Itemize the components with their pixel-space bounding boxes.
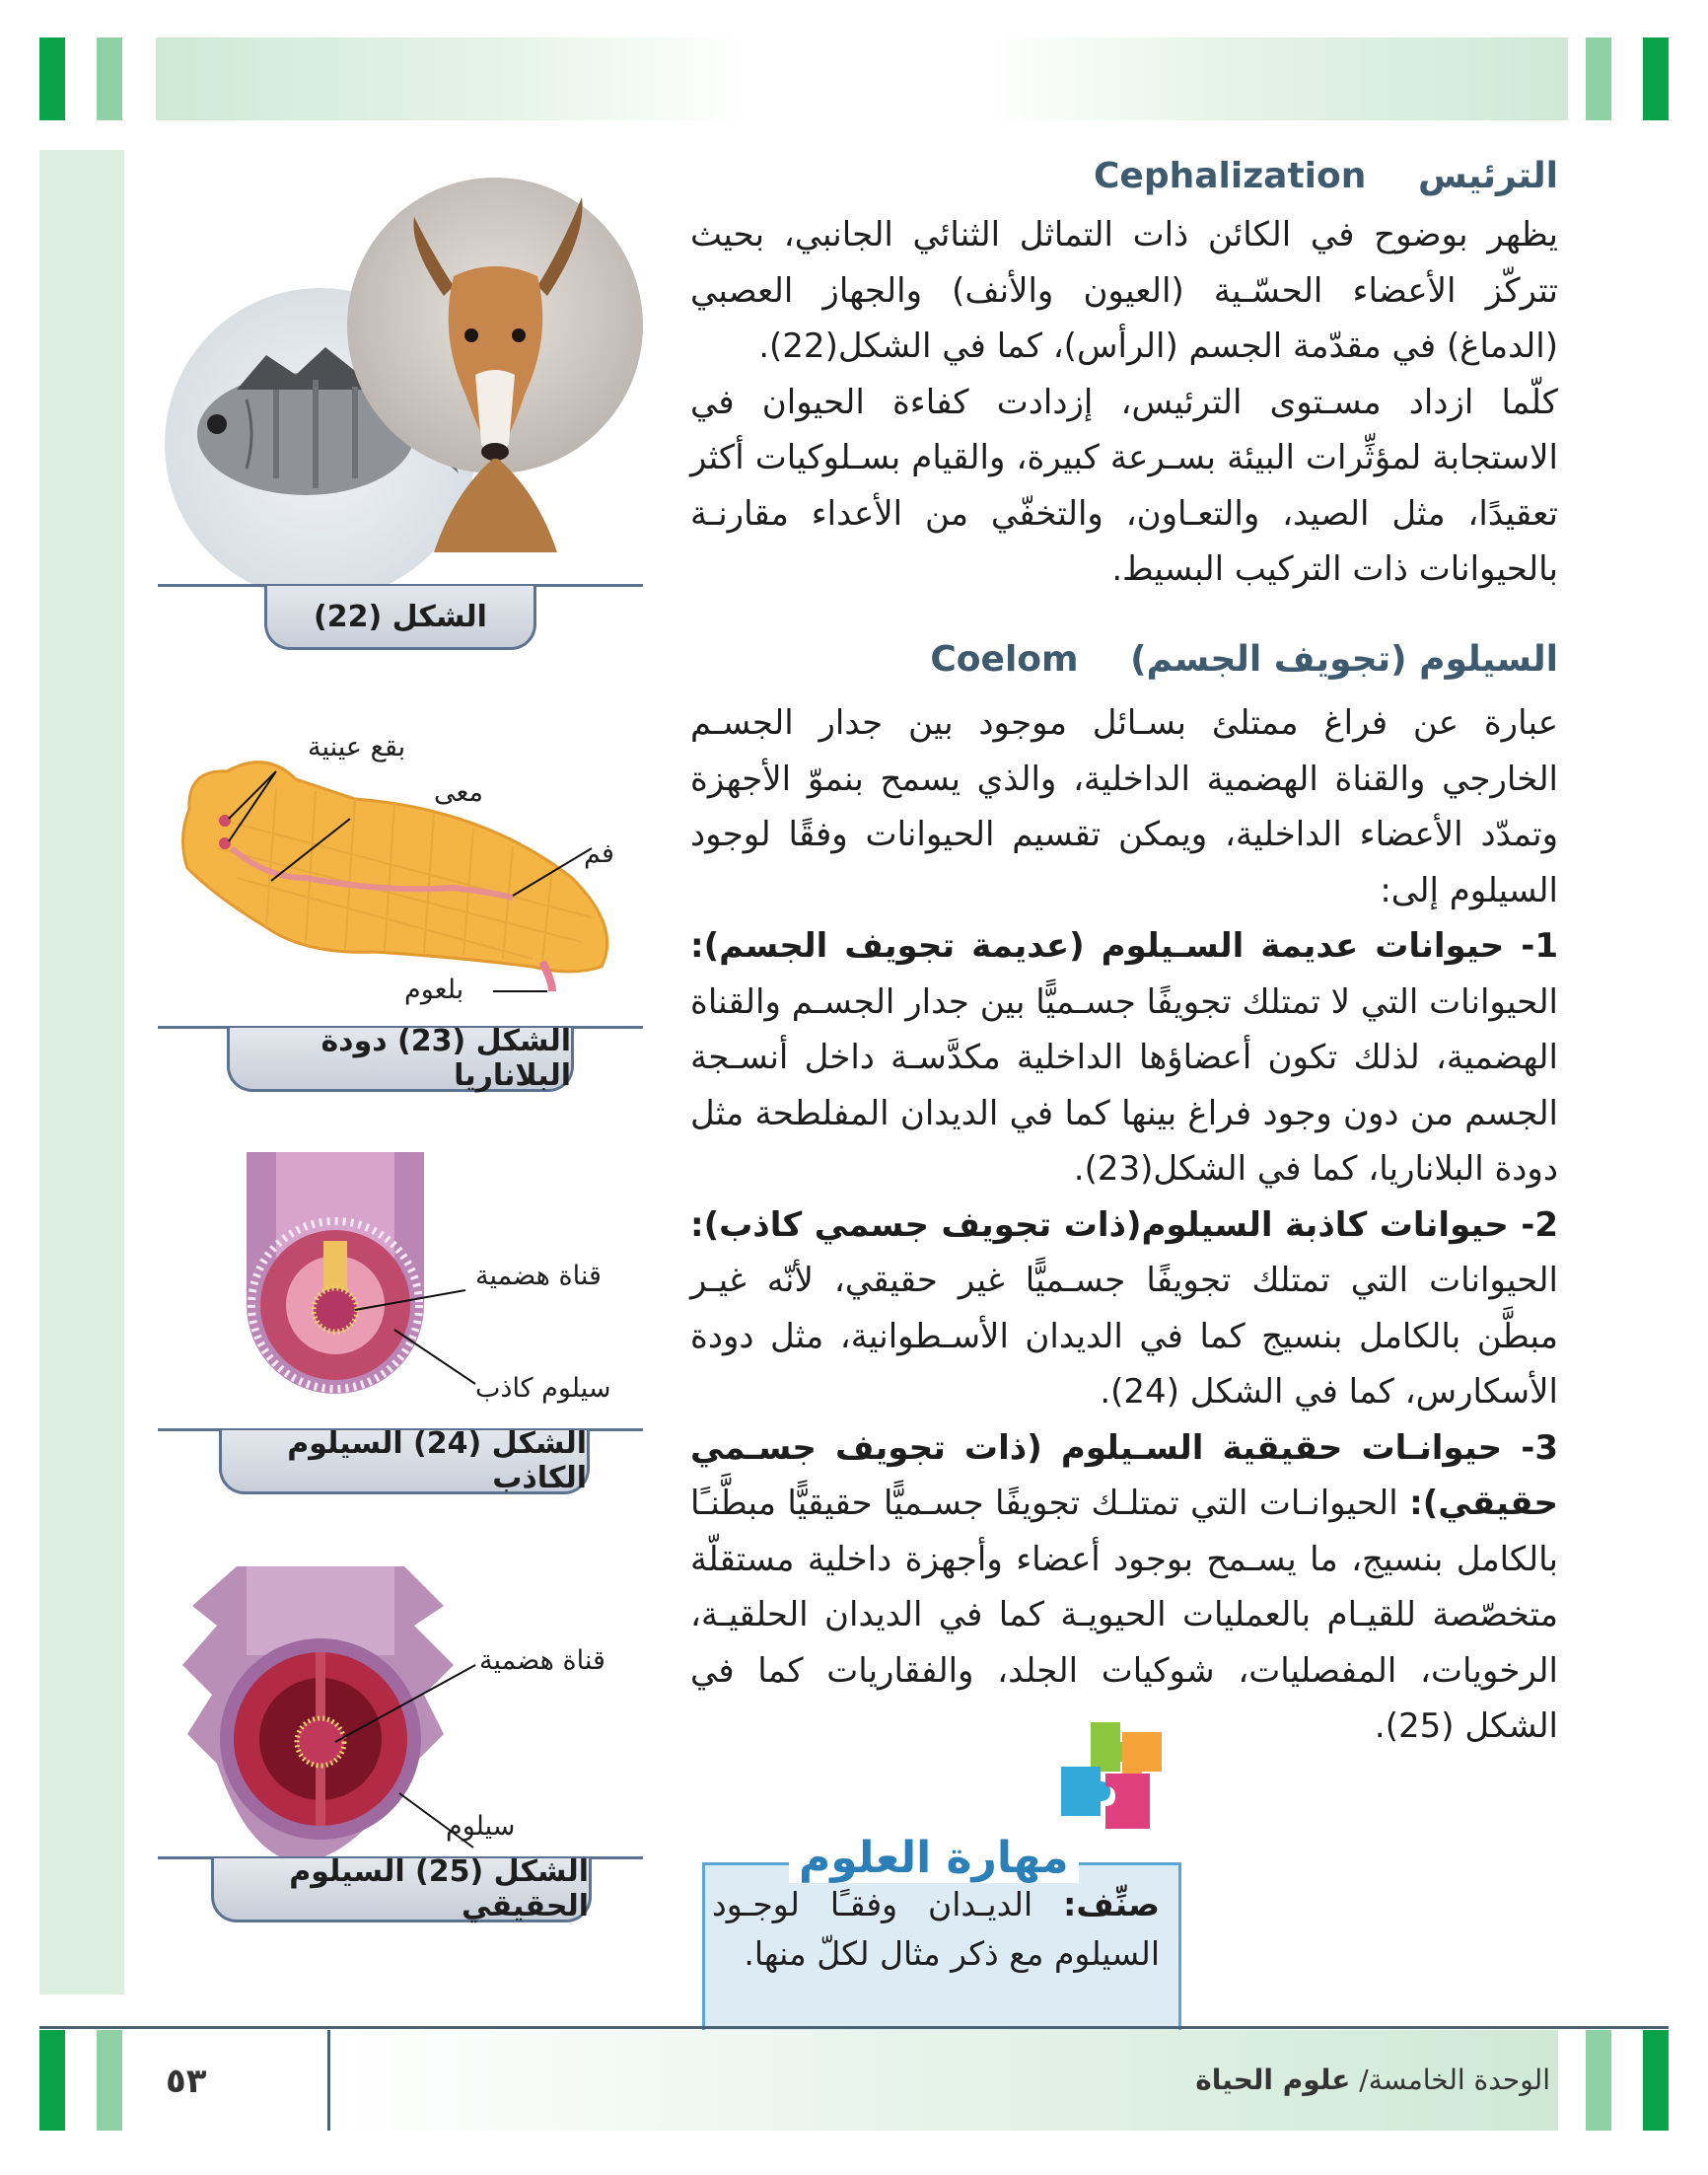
heading-ar: الترئيس xyxy=(1417,156,1558,196)
paragraph: عبارة عن فراغ ممتلئ بسـائل موجود بين جدار الجسـم الخارجي والقناة الهضمية الداخلية، والذي يسمح بنموّ الأجهزة وتمدّد الأعضاء الداخلية، ويمكن تقسيم الحيوانات وفقًا لوجود السيلوم إلى: xyxy=(690,703,1558,910)
eyespot xyxy=(219,815,231,827)
page-number: ٥٣ xyxy=(166,2062,207,2101)
item-term: 1- حيوانات عديمة السـيلوم (عديمة تجويف الجسم): xyxy=(690,926,1558,966)
label-coelom: سيلوم xyxy=(446,1811,516,1842)
label-pharynx: بلعوم xyxy=(404,975,464,1005)
skill-task xyxy=(712,1880,1160,1979)
planaria-body xyxy=(182,762,606,972)
heading-en: Coelom xyxy=(930,639,1079,680)
header-band-right xyxy=(986,37,1568,120)
item-text: الحيوانات التي تمتلك تجويفًا جسـميًّا غير حقيقي، لأنّه غيـر مبطَّن بالكامل بنسيج كما في الديدان الأسـطوانية، مثل دودة الأسكارس، كما في الشكل (24). xyxy=(690,1261,1558,1412)
header-bar-light-left xyxy=(97,37,122,120)
label-mouth: فم xyxy=(584,838,614,869)
footer-bar-green-left xyxy=(39,2030,65,2131)
footer-unit-subject xyxy=(1195,2064,1550,2096)
item-term: 2- حيوانات كاذبة السيلوم(ذات تجويف جسمي كاذب): xyxy=(690,1204,1558,1245)
gut-ring xyxy=(314,1288,357,1332)
label-intestine: معى xyxy=(434,777,483,808)
label-eyespots: بقع عينية xyxy=(308,732,406,762)
item-text: الحيوانات التي لا تمتلك تجويفًا جسـميًّا بين جدار الجسـم والقناة الهضمية، لذلك تكون أعضاؤها الداخلية مكدَّسـة داخل أنسـجة الجسم من دون وجود فراغ بينها كما في الديدان المفلطحة مثل دودة البلاناريا، كما في الشكل(23). xyxy=(690,981,1558,1189)
list-item xyxy=(690,1420,1558,1755)
figure-22-illustration xyxy=(158,178,651,612)
footer-bar-green-right xyxy=(1643,2030,1669,2131)
header-bar-green-left xyxy=(39,37,65,120)
footer-subject: علوم الحياة xyxy=(1195,2064,1351,2096)
figure-24-caption: الشكل (24) السيلوم الكاذب xyxy=(219,1430,590,1494)
figure-22-caption: الشكل (22) xyxy=(264,586,536,650)
item-term: 3- حيوانـات حقيقية السـيلوم (ذات تجويف جسـمي حقيقي): xyxy=(690,1427,1558,1523)
footer-bar-light-right xyxy=(1586,2030,1611,2131)
footer-unit: الوحدة الخامسة/ xyxy=(1350,2064,1550,2096)
footer-rule xyxy=(39,2026,1669,2029)
figure-24-illustration xyxy=(217,1152,641,1448)
footer-divider xyxy=(327,2030,330,2131)
heading-ar: السيلوم (تجويف الجسم) xyxy=(1130,639,1558,680)
eyespot xyxy=(219,837,231,849)
header-bar-green-right xyxy=(1643,37,1669,120)
figure-25-illustration xyxy=(178,1566,641,1882)
left-side-panel xyxy=(39,150,124,1994)
section1-body xyxy=(690,207,1558,598)
puzzle-icon xyxy=(1051,1712,1189,1841)
paragraph: كلّما ازداد مسـتوى الترئيس، إزدادت كفاءة الحيوان في الاستجابة لمؤثِّرات البيئة بسـرعة كبيرة، والقيام بسـلوكيات أكثر تعقيدًا، مثل الصيد، والتعـاون، والتخفّي من الأعداء مقارنـة بالحيوانات ذات التركيب البسيط. xyxy=(690,382,1558,589)
footer-bar-light-left xyxy=(97,2030,122,2131)
figure-25-caption: الشكل (25) السيلوم الحقيقي xyxy=(211,1858,592,1922)
science-skill-title: مهارة العلوم xyxy=(789,1833,1079,1883)
header-band-left xyxy=(156,37,747,120)
label-pseudocoelom: سيلوم كاذب xyxy=(475,1373,611,1404)
label-gut: قناة هضمية xyxy=(475,1261,602,1291)
item-text: الحيوانـات التي تمتلـك تجويفًا جسـميًّا حقيقيًّا مبطَّنـًا بالكامل بنسيج، ما يسـمح بوجود أعضاء وأجهزة داخلية مستقلّة متخصّصة للقيـام بالعمليات الحيويـة كما في الديدان الحلقيـة، الرخويات، المفصليات، شوكيات الجلد، والفقاريات كما في الشكل (25). xyxy=(690,1484,1558,1746)
label-gut: قناة هضمية xyxy=(479,1645,605,1676)
paragraph: يظهر بوضوح في الكائن ذات التماثل الثنائي الجانبي، بحيث تتركّز الأعضاء الحسّـية (العيون والأنف) والجهاز العصبي (الدماغ) في مقدّمة الجسم (الرأس)، كما في الشكل(22). xyxy=(690,215,1558,366)
figure-23-caption: الشكل (23) دودة البلاناريا xyxy=(227,1028,574,1092)
skill-instruction: الديـدان وفقـًا لوجـود السيلوم مع ذكر مثال لكلّ منها. xyxy=(712,1885,1160,1973)
list-item xyxy=(690,918,1558,1197)
heading-en: Cephalization xyxy=(1094,156,1367,196)
skill-verb: صنِّف: xyxy=(1063,1885,1160,1923)
section2-body xyxy=(690,695,1558,1755)
section-heading-coelom xyxy=(930,639,1558,680)
list-item xyxy=(690,1197,1558,1420)
section-heading-cephalization xyxy=(1094,156,1558,196)
header-bar-light-right xyxy=(1586,37,1611,120)
